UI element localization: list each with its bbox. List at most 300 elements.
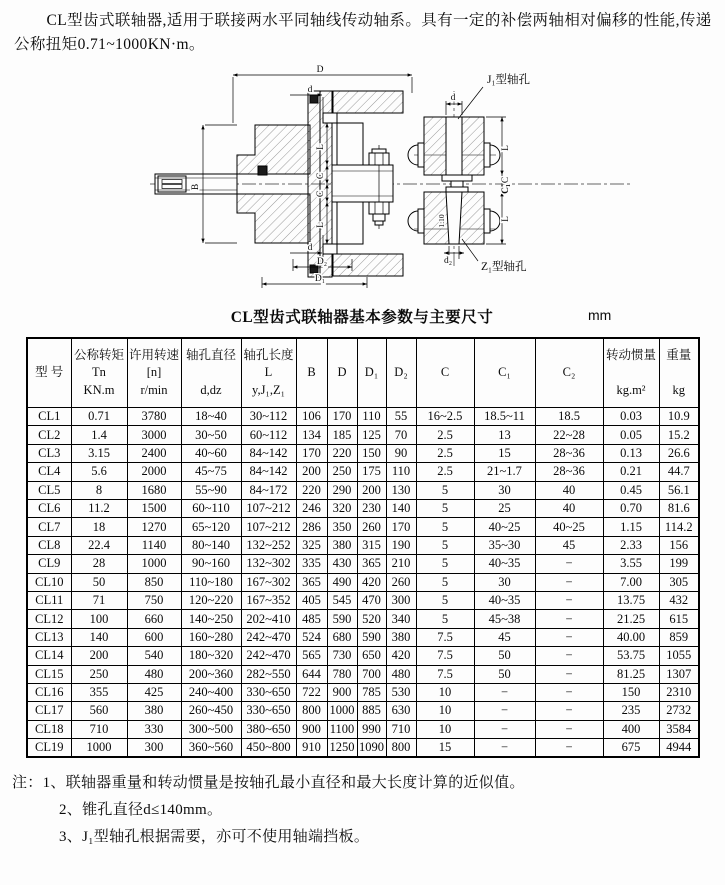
value-cell: 81.6 [659, 499, 699, 517]
value-cell: 430 [327, 555, 357, 573]
value-cell: 125 [357, 426, 386, 444]
value-cell: 290 [327, 481, 357, 499]
value-cell: 80~140 [181, 536, 241, 554]
value-cell: 0.45 [603, 481, 659, 499]
value-cell: 990 [357, 720, 386, 738]
value-cell: 380 [327, 536, 357, 554]
value-cell: 40~35 [474, 591, 535, 609]
value-cell: 330~650 [241, 683, 296, 701]
note-prefix: 注： [12, 775, 43, 792]
value-cell: 3.15 [71, 444, 127, 462]
value-cell: 0.71 [71, 408, 127, 426]
value-cell: 106 [296, 408, 327, 426]
model-cell: CL16 [27, 683, 71, 701]
value-cell: 202~410 [241, 610, 296, 628]
dim-label-D1: D₁ [314, 274, 326, 285]
value-cell: 140 [71, 628, 127, 646]
value-cell: 107~212 [241, 518, 296, 536]
model-cell: CL4 [27, 463, 71, 481]
value-cell: 13 [474, 426, 535, 444]
value-cell: 1.4 [71, 426, 127, 444]
value-cell: 18~40 [181, 408, 241, 426]
value-cell: 1500 [127, 499, 181, 517]
value-cell: 220 [296, 481, 327, 499]
value-cell: 84~172 [241, 481, 296, 499]
value-cell: 1000 [127, 555, 181, 573]
value-cell: 590 [327, 610, 357, 628]
value-cell: 242~470 [241, 647, 296, 665]
dim-label-L-right-up: L [501, 145, 511, 151]
table-row [27, 591, 699, 609]
value-cell: 680 [327, 628, 357, 646]
value-cell: − [474, 702, 535, 720]
value-cell: 400 [603, 720, 659, 738]
model-cell: CL6 [27, 499, 71, 517]
value-cell: 2.33 [603, 536, 659, 554]
value-cell: 5 [416, 573, 474, 591]
dim-label-C-up: C [316, 172, 326, 180]
value-cell: 7.5 [416, 647, 474, 665]
value-cell: 300 [127, 739, 181, 758]
value-cell: 107~212 [241, 499, 296, 517]
value-cell: 26.6 [659, 444, 699, 462]
column-header: 重量 kg [659, 338, 699, 408]
value-cell: 81.25 [603, 665, 659, 683]
dim-label-D2: D₂ [316, 257, 328, 268]
note-item: 3、J₁型轴孔根据需要，亦可不使用轴端挡板。 [59, 828, 370, 845]
model-cell: CL2 [27, 426, 71, 444]
model-cell: CL17 [27, 702, 71, 720]
value-cell: 40~60 [181, 444, 241, 462]
value-cell: 530 [386, 683, 416, 701]
parameters-table [26, 337, 700, 758]
value-cell: 0.05 [603, 426, 659, 444]
value-cell: 1055 [659, 647, 699, 665]
value-cell: 900 [296, 720, 327, 738]
value-cell: 660 [127, 610, 181, 628]
value-cell: − [535, 573, 603, 591]
value-cell: 885 [357, 702, 386, 720]
value-cell: 120~220 [181, 591, 241, 609]
value-cell: 425 [127, 683, 181, 701]
value-cell: 0.21 [603, 463, 659, 481]
table-row [27, 739, 699, 758]
value-cell: 300 [386, 591, 416, 609]
value-cell: − [474, 739, 535, 758]
value-cell: 420 [386, 647, 416, 665]
table-row [27, 499, 699, 517]
value-cell: 750 [127, 591, 181, 609]
value-cell: 200~360 [181, 665, 241, 683]
column-header: 轴孔直径 d,dz [181, 338, 241, 408]
column-header: C [416, 338, 474, 408]
value-cell: 282~550 [241, 665, 296, 683]
column-header: 许用转速 [n] r/min [127, 338, 181, 408]
value-cell: 330~650 [241, 702, 296, 720]
column-header: 轴孔长度 L y,J₁,Z₁ [241, 338, 296, 408]
value-cell: 140~250 [181, 610, 241, 628]
value-cell: 2000 [127, 463, 181, 481]
value-cell: − [535, 720, 603, 738]
right-view-section [408, 117, 500, 244]
value-cell: − [535, 683, 603, 701]
value-cell: 160~280 [181, 628, 241, 646]
table-row [27, 610, 699, 628]
table-row [27, 426, 699, 444]
value-cell: 35~30 [474, 536, 535, 554]
value-cell: 710 [71, 720, 127, 738]
model-cell: CL8 [27, 536, 71, 554]
value-cell: 16~2.5 [416, 408, 474, 426]
table-header-row [27, 338, 699, 408]
value-cell: 28~36 [535, 463, 603, 481]
value-cell: 7.5 [416, 628, 474, 646]
table-row [27, 555, 699, 573]
model-cell: CL3 [27, 444, 71, 462]
value-cell: 50 [474, 647, 535, 665]
value-cell: 60~112 [241, 426, 296, 444]
value-cell: 565 [296, 647, 327, 665]
value-cell: 700 [357, 665, 386, 683]
value-cell: 200 [71, 647, 127, 665]
model-cell: CL1 [27, 408, 71, 426]
value-cell: 365 [357, 555, 386, 573]
value-cell: 450~800 [241, 739, 296, 758]
value-cell: 30 [474, 481, 535, 499]
value-cell: 300~500 [181, 720, 241, 738]
value-cell: 50 [474, 665, 535, 683]
value-cell: 250 [71, 665, 127, 683]
value-cell: 5 [416, 591, 474, 609]
value-cell: − [535, 665, 603, 683]
column-header: C₁ [474, 338, 535, 408]
value-cell: 335 [296, 555, 327, 573]
value-cell: 240~400 [181, 683, 241, 701]
value-cell: 170 [327, 408, 357, 426]
value-cell: 246 [296, 499, 327, 517]
value-cell: 167~352 [241, 591, 296, 609]
value-cell: 114.2 [659, 518, 699, 536]
model-cell: CL12 [27, 610, 71, 628]
value-cell: 560 [71, 702, 127, 720]
column-header: D₂ [386, 338, 416, 408]
value-cell: 150 [357, 444, 386, 462]
value-cell: 480 [386, 665, 416, 683]
j1-bore-label: J₁型轴孔 [487, 74, 530, 87]
value-cell: 15 [474, 444, 535, 462]
value-cell: − [535, 628, 603, 646]
value-cell: 644 [296, 665, 327, 683]
value-cell: 600 [127, 628, 181, 646]
value-cell: 25 [474, 499, 535, 517]
value-cell: 110 [357, 408, 386, 426]
value-cell: 780 [327, 665, 357, 683]
value-cell: 315 [357, 536, 386, 554]
value-cell: 55~90 [181, 481, 241, 499]
intro-paragraph: CL型齿式联轴器,适用于联接两水平同轴线传动轴系。具有一定的补偿两轴相对偏移的性能,传递公称扭矩0.71~1000KN·m。 [14, 12, 712, 54]
value-cell: 18.5 [535, 408, 603, 426]
dim-label-d-top: d [307, 85, 313, 96]
value-cell: 859 [659, 628, 699, 646]
table-row [27, 628, 699, 646]
value-cell: 156 [659, 536, 699, 554]
value-cell: 50 [71, 573, 127, 591]
value-cell: 380~650 [241, 720, 296, 738]
value-cell: − [535, 647, 603, 665]
value-cell: 1270 [127, 518, 181, 536]
dim-label-L-up: L [316, 144, 326, 150]
dim-label-L-dn: L [316, 222, 326, 228]
value-cell: 5 [416, 481, 474, 499]
value-cell: 480 [127, 665, 181, 683]
value-cell: 110 [386, 463, 416, 481]
value-cell: 2310 [659, 683, 699, 701]
value-cell: 30~112 [241, 408, 296, 426]
value-cell: 45~75 [181, 463, 241, 481]
value-cell: 7.5 [416, 665, 474, 683]
unit-label: mm [588, 307, 612, 324]
value-cell: 650 [357, 647, 386, 665]
table-row [27, 444, 699, 462]
table-row [27, 720, 699, 738]
model-cell: CL7 [27, 518, 71, 536]
value-cell: 5 [416, 536, 474, 554]
value-cell: 220 [327, 444, 357, 462]
value-cell: 1140 [127, 536, 181, 554]
value-cell: 15 [416, 739, 474, 758]
value-cell: 55 [386, 408, 416, 426]
value-cell: 380 [386, 628, 416, 646]
value-cell: 90~160 [181, 555, 241, 573]
dim-label-d2: d₂ [443, 256, 453, 267]
value-cell: 3584 [659, 720, 699, 738]
value-cell: 45 [474, 628, 535, 646]
value-cell: 850 [127, 573, 181, 591]
value-cell: 71 [71, 591, 127, 609]
value-cell: 44.7 [659, 463, 699, 481]
value-cell: 420 [357, 573, 386, 591]
table-title-row [0, 305, 725, 329]
value-cell: − [474, 720, 535, 738]
value-cell: 175 [357, 463, 386, 481]
dim-label-B: B [191, 183, 201, 191]
value-cell: 1680 [127, 481, 181, 499]
value-cell: 0.70 [603, 499, 659, 517]
table-row [27, 702, 699, 720]
value-cell: 167~302 [241, 573, 296, 591]
value-cell: 330 [127, 720, 181, 738]
value-cell: 90 [386, 444, 416, 462]
value-cell: 10 [416, 720, 474, 738]
value-cell: 3.55 [603, 555, 659, 573]
value-cell: 150 [603, 683, 659, 701]
dim-label-d-right: d [450, 93, 456, 104]
value-cell: 325 [296, 536, 327, 554]
value-cell: 180~320 [181, 647, 241, 665]
value-cell: 250 [327, 463, 357, 481]
value-cell: 18 [71, 518, 127, 536]
z1-bore-label: Z₁型轴孔 [481, 261, 527, 274]
value-cell: 10.9 [659, 408, 699, 426]
column-header: 转动惯量 kg.m² [603, 338, 659, 408]
value-cell: 100 [71, 610, 127, 628]
value-cell: 242~470 [241, 628, 296, 646]
value-cell: 0.03 [603, 408, 659, 426]
value-cell: 235 [603, 702, 659, 720]
value-cell: 7.00 [603, 573, 659, 591]
value-cell: 185 [327, 426, 357, 444]
value-cell: 900 [327, 683, 357, 701]
value-cell: − [535, 610, 603, 628]
model-cell: CL9 [27, 555, 71, 573]
dim-label-C-right: C [501, 176, 511, 184]
value-cell: 200 [296, 463, 327, 481]
value-cell: 1100 [327, 720, 357, 738]
value-cell: 10 [416, 702, 474, 720]
value-cell: 350 [327, 518, 357, 536]
value-cell: 365 [296, 573, 327, 591]
value-cell: 28 [71, 555, 127, 573]
value-cell: 630 [386, 702, 416, 720]
value-cell: 130 [386, 481, 416, 499]
value-cell: 132~302 [241, 555, 296, 573]
value-cell: 432 [659, 591, 699, 609]
value-cell: 40~25 [535, 518, 603, 536]
value-cell: 1.15 [603, 518, 659, 536]
value-cell: 485 [296, 610, 327, 628]
value-cell: 590 [357, 628, 386, 646]
value-cell: 18.5~11 [474, 408, 535, 426]
dim-label-C1-right: C₁ [501, 184, 511, 194]
model-cell: CL14 [27, 647, 71, 665]
value-cell: − [535, 739, 603, 758]
value-cell: 320 [327, 499, 357, 517]
value-cell: 340 [386, 610, 416, 628]
value-cell: 710 [386, 720, 416, 738]
value-cell: 22~28 [535, 426, 603, 444]
value-cell: 40~35 [474, 555, 535, 573]
column-header: B [296, 338, 327, 408]
value-cell: 730 [327, 647, 357, 665]
value-cell: 199 [659, 555, 699, 573]
value-cell: 3780 [127, 408, 181, 426]
taper-label: 1:10 [437, 214, 446, 228]
model-cell: CL5 [27, 481, 71, 499]
model-cell: CL18 [27, 720, 71, 738]
value-cell: 15.2 [659, 426, 699, 444]
value-cell: 8 [71, 481, 127, 499]
value-cell: 22.4 [71, 536, 127, 554]
model-cell: CL15 [27, 665, 71, 683]
page [0, 9, 725, 885]
value-cell: − [535, 555, 603, 573]
value-cell: 40~25 [474, 518, 535, 536]
value-cell: 380 [127, 702, 181, 720]
model-cell: CL10 [27, 573, 71, 591]
table-row [27, 536, 699, 554]
value-cell: 65~120 [181, 518, 241, 536]
value-cell: 355 [71, 683, 127, 701]
value-cell: 140 [386, 499, 416, 517]
value-cell: 545 [327, 591, 357, 609]
column-header: D₁ [357, 338, 386, 408]
value-cell: 1307 [659, 665, 699, 683]
dim-label-L-right-dn: L [501, 216, 511, 222]
value-cell: 2.5 [416, 444, 474, 462]
note-item [12, 770, 725, 797]
notes [12, 770, 725, 850]
value-cell: 40 [535, 499, 603, 517]
value-cell: − [474, 683, 535, 701]
value-cell: 170 [296, 444, 327, 462]
table-row [27, 647, 699, 665]
value-cell: 5 [416, 518, 474, 536]
value-cell: 286 [296, 518, 327, 536]
value-cell: 2.5 [416, 426, 474, 444]
value-cell: 5 [416, 499, 474, 517]
value-cell: 84~142 [241, 444, 296, 462]
column-header: C₂ [535, 338, 603, 408]
table-row [27, 518, 699, 536]
value-cell: 13.75 [603, 591, 659, 609]
value-cell: 490 [327, 573, 357, 591]
value-cell: 53.75 [603, 647, 659, 665]
value-cell: 615 [659, 610, 699, 628]
column-header: 公称转矩 Tn KN.m [71, 338, 127, 408]
value-cell: 470 [357, 591, 386, 609]
table-body [27, 408, 699, 758]
column-header: 型 号 [27, 338, 71, 408]
value-cell: 1000 [71, 739, 127, 758]
column-header: D [327, 338, 357, 408]
value-cell: 45~38 [474, 610, 535, 628]
table-row [27, 408, 699, 426]
value-cell: 524 [296, 628, 327, 646]
table-row [27, 683, 699, 701]
value-cell: 0.13 [603, 444, 659, 462]
value-cell: 675 [603, 739, 659, 758]
value-cell: 520 [357, 610, 386, 628]
value-cell: 785 [357, 683, 386, 701]
dim-label-C-dn: C [316, 190, 326, 198]
value-cell: − [535, 591, 603, 609]
value-cell: 1250 [327, 739, 357, 758]
value-cell: 5 [416, 610, 474, 628]
value-cell: 40 [535, 481, 603, 499]
note-text: 1、联轴器重量和转动惯量是按轴孔最小直径和最大长度计算的近似值。 [42, 775, 525, 792]
value-cell: 134 [296, 426, 327, 444]
value-cell: 260 [386, 573, 416, 591]
value-cell: 260~450 [181, 702, 241, 720]
coupling-drawing [0, 63, 725, 303]
value-cell: 800 [296, 702, 327, 720]
value-cell: 2400 [127, 444, 181, 462]
dim-label-D: D [316, 65, 324, 76]
value-cell: 1000 [327, 702, 357, 720]
value-cell: 800 [386, 739, 416, 758]
value-cell: 3000 [127, 426, 181, 444]
model-cell: CL13 [27, 628, 71, 646]
value-cell: 11.2 [71, 499, 127, 517]
dim-label-d-bot: d [307, 243, 313, 254]
table-title: CL型齿式联轴器基本参数与主要尺寸 [230, 309, 494, 327]
value-cell: 4944 [659, 739, 699, 758]
value-cell: 10 [416, 683, 474, 701]
value-cell: 405 [296, 591, 327, 609]
value-cell: 190 [386, 536, 416, 554]
value-cell: 5 [416, 555, 474, 573]
value-cell: 60~110 [181, 499, 241, 517]
